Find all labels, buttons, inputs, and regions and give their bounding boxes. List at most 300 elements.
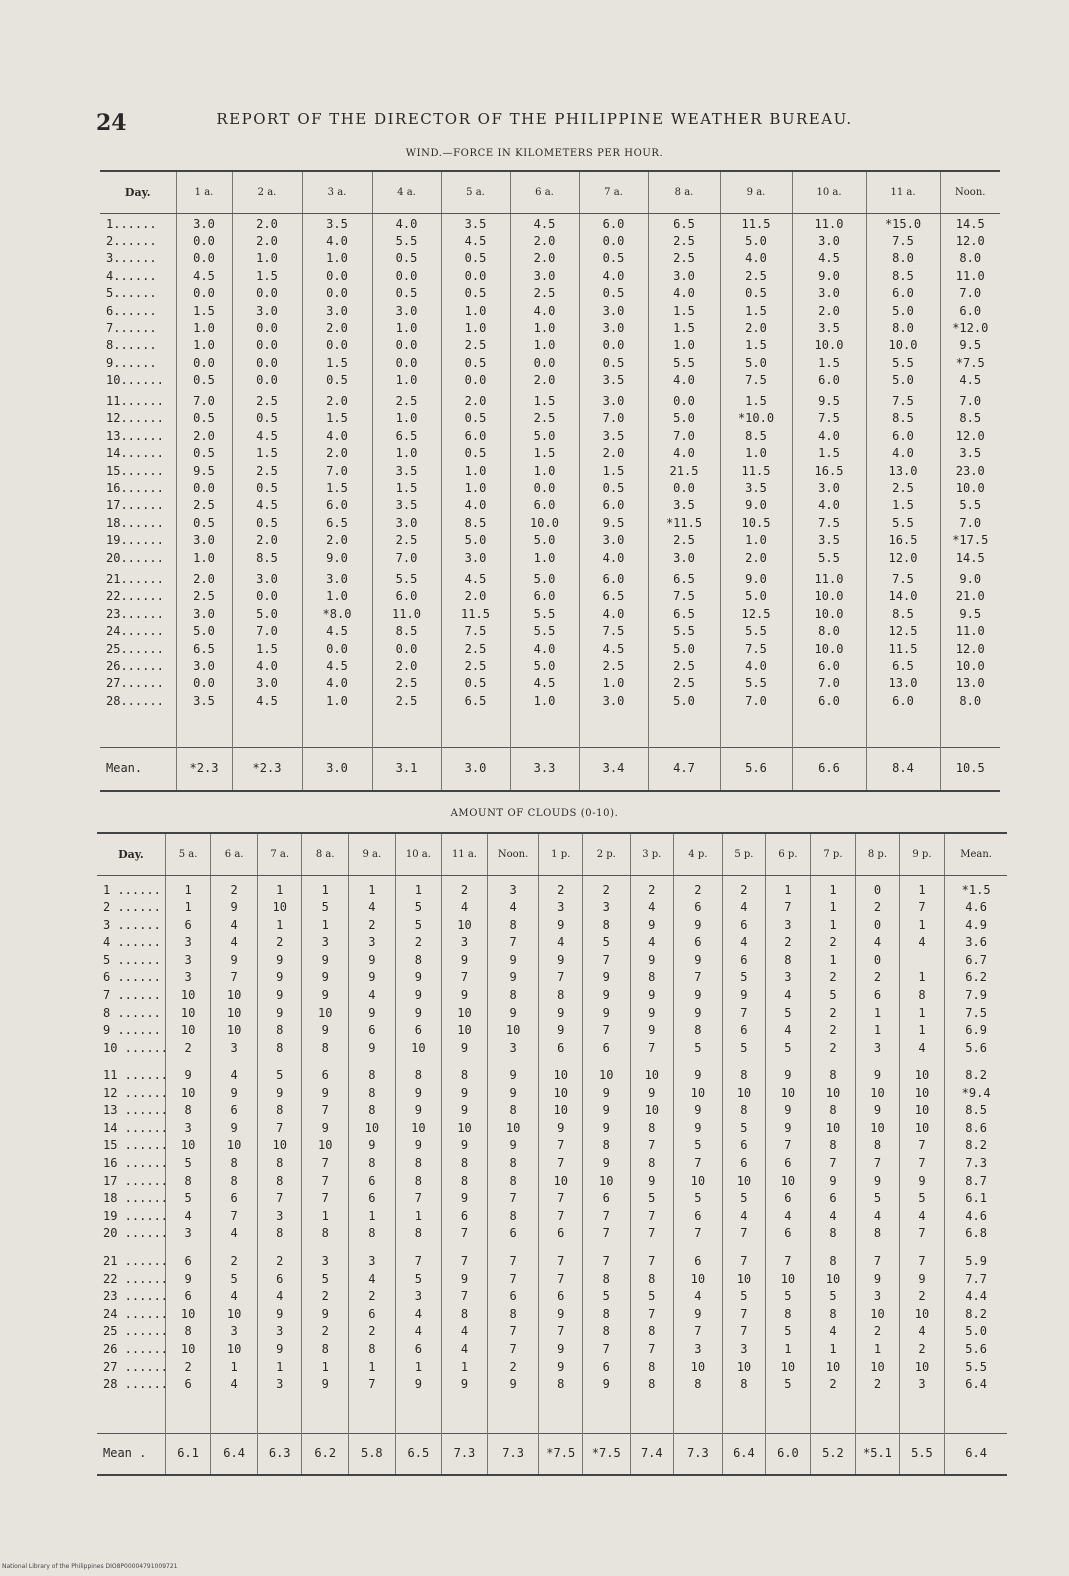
clouds-value: 1	[784, 1341, 792, 1356]
wind-value: 0.5	[193, 446, 215, 461]
clouds-value: 5	[829, 1289, 837, 1304]
wind-value: 0.5	[602, 251, 625, 266]
wind-value: 12.0	[955, 641, 985, 656]
clouds-value: 10	[226, 1138, 242, 1153]
wind-value: 6.0	[818, 693, 840, 708]
wind-value: 0.0	[395, 338, 418, 353]
wind-value: 2.5	[892, 481, 914, 496]
clouds-value: 10	[553, 1068, 568, 1082]
clouds-value: 9	[694, 952, 702, 967]
clouds-value: 8.2	[965, 1068, 987, 1082]
clouds-value-column	[856, 875, 899, 1061]
clouds-table-caption: AMOUNT OF CLOUDS (0-10).	[450, 808, 619, 819]
wind-value-column	[510, 213, 579, 391]
wind-value: 4.5	[602, 641, 625, 656]
clouds-value: 10	[553, 1103, 568, 1118]
day-label: 28......	[106, 693, 164, 708]
page-number: 24	[96, 110, 127, 136]
running-head: REPORT OF THE DIRECTOR OF THE PHILIPPINE WEATHER BUREAU.	[216, 110, 853, 128]
wind-value: 5.0	[193, 624, 215, 639]
wind-col-header: Noon.	[940, 171, 1000, 213]
wind-value: 1.0	[533, 338, 556, 353]
clouds-value: 9	[460, 1191, 469, 1206]
wind-value: 1.5	[673, 303, 695, 318]
wind-value: 7.0	[959, 515, 982, 530]
wind-value: 8.5	[395, 624, 418, 639]
clouds-value: 8	[414, 1173, 423, 1188]
wind-value: 1.0	[464, 303, 487, 318]
day-label: 23 ......	[103, 1289, 169, 1304]
wind-value: 6.0	[818, 373, 840, 388]
wind-value: 2.0	[818, 303, 840, 318]
clouds-value: 7	[648, 1306, 656, 1321]
clouds-value: 7	[460, 1254, 469, 1268]
clouds-value: 3	[873, 1040, 882, 1055]
clouds-value: 3	[873, 1289, 882, 1304]
clouds-value: 6	[694, 1208, 702, 1223]
wind-value: 1.0	[395, 373, 418, 388]
clouds-value-column	[582, 1247, 630, 1433]
wind-value: 4.0	[602, 550, 625, 565]
clouds-value: 8	[276, 1155, 284, 1170]
clouds-value: 7	[694, 1324, 702, 1339]
day-label: 12 ......	[103, 1085, 169, 1100]
wind-value-column	[866, 213, 940, 391]
clouds-value: 9	[414, 1138, 423, 1153]
wind-value: 0.5	[464, 286, 487, 301]
clouds-mean-value: 7.3	[674, 1433, 723, 1475]
clouds-value: 4	[230, 935, 238, 950]
wind-value: 0.5	[256, 515, 278, 530]
wind-value: 4.5	[256, 693, 278, 708]
wind-value-column	[302, 391, 372, 569]
clouds-value: 4	[694, 1289, 702, 1304]
wind-value-column	[302, 213, 372, 391]
wind-value: 3.0	[256, 572, 278, 586]
wind-value: 5.5	[818, 550, 840, 565]
wind-value: 4.5	[326, 624, 348, 639]
wind-value: 1.5	[256, 641, 278, 656]
clouds-value: 0	[873, 917, 882, 932]
clouds-value: 4.6	[965, 900, 987, 915]
clouds-value: 10	[457, 1005, 472, 1020]
wind-value: 1.5	[326, 355, 348, 370]
wind-value: 10.0	[814, 338, 844, 353]
clouds-value: 1	[276, 917, 284, 932]
wind-value: 3.0	[193, 659, 215, 674]
wind-mean-value: 3.4	[579, 747, 648, 791]
clouds-value: 4	[740, 1208, 748, 1223]
wind-value: 7.0	[256, 624, 278, 639]
clouds-value: 3	[276, 1208, 284, 1223]
clouds-value: 8.2	[965, 1306, 987, 1321]
clouds-value: 7.5	[965, 1005, 987, 1020]
clouds-value: 5	[694, 1040, 702, 1055]
wind-value-column	[792, 213, 866, 391]
clouds-value: 1	[918, 1005, 926, 1020]
clouds-value: 2	[829, 1023, 837, 1038]
wind-value: 3.0	[602, 693, 625, 708]
wind-value-column	[232, 391, 302, 569]
wind-day-block	[100, 391, 1000, 569]
clouds-value: 4	[648, 900, 656, 915]
clouds-value: 5.6	[965, 1341, 987, 1356]
wind-value: 3.5	[818, 533, 840, 548]
clouds-value-column	[630, 875, 673, 1061]
wind-value: 0.0	[193, 251, 215, 266]
clouds-value-column	[165, 875, 211, 1061]
clouds-header-row	[97, 833, 1007, 875]
clouds-value: 6.9	[965, 1023, 987, 1038]
clouds-value: 8	[509, 1208, 517, 1223]
clouds-mean-value: 6.4	[211, 1433, 258, 1475]
wind-value: 2.5	[193, 589, 215, 604]
clouds-mean-row	[97, 1433, 1007, 1475]
clouds-value: 8	[648, 1377, 656, 1392]
wind-value: 4.0	[326, 676, 348, 691]
clouds-value-column	[674, 1061, 723, 1247]
wind-value: 5.5	[395, 233, 418, 248]
clouds-value-column	[722, 875, 765, 1061]
clouds-value: 10	[411, 1040, 426, 1055]
wind-value-column	[940, 391, 1000, 569]
clouds-value: 7	[740, 1306, 748, 1321]
day-labels-cell	[100, 213, 176, 391]
clouds-value: 1	[321, 1359, 329, 1374]
wind-value: 2.0	[745, 550, 767, 565]
clouds-value: 1	[918, 882, 926, 897]
clouds-value: 10	[457, 1023, 472, 1038]
clouds-value: 1	[784, 882, 792, 897]
clouds-col-header: Mean.	[945, 833, 1007, 875]
clouds-value: 2	[648, 882, 656, 897]
clouds-value: 8	[602, 1271, 610, 1286]
clouds-value: 1	[368, 1359, 376, 1374]
wind-value: 5.5	[673, 624, 695, 639]
wind-value: 8.5	[464, 515, 487, 530]
clouds-value: 4.6	[965, 1208, 987, 1223]
wind-value: 5.0	[673, 641, 695, 656]
wind-value: 2.0	[193, 572, 215, 586]
clouds-value: 9	[509, 1085, 517, 1100]
clouds-value: 8	[414, 1068, 423, 1082]
clouds-value: 3	[276, 1324, 284, 1339]
day-label: 8......	[106, 338, 157, 353]
wind-value: 3.5	[959, 446, 982, 461]
clouds-value: 5	[414, 900, 423, 915]
wind-value: 11.5	[888, 641, 918, 656]
wind-col-header: 4 a.	[372, 171, 441, 213]
clouds-value: 3	[368, 1254, 376, 1268]
clouds-value: 1	[414, 882, 423, 897]
wind-value: 1.5	[745, 394, 767, 408]
clouds-value: 5	[230, 1271, 238, 1286]
day-label: 22......	[106, 589, 164, 604]
clouds-value: 3	[509, 1040, 517, 1055]
clouds-value: 8	[829, 1226, 837, 1241]
wind-value: 3.0	[818, 286, 840, 301]
clouds-value: 9	[873, 1103, 882, 1118]
clouds-value: 8	[740, 1377, 748, 1392]
clouds-value: 8	[460, 1306, 469, 1321]
clouds-day-block	[97, 1247, 1007, 1433]
clouds-mean-value: 5.5	[899, 1433, 945, 1475]
wind-value: 4.0	[533, 303, 556, 318]
clouds-value: 6	[557, 1040, 565, 1055]
clouds-value: 9	[321, 1120, 329, 1135]
clouds-value: 5	[414, 917, 423, 932]
clouds-value: 4	[918, 1040, 926, 1055]
clouds-value: 8	[460, 1173, 469, 1188]
wind-value: 6.5	[326, 515, 348, 530]
clouds-value: 10	[505, 1023, 521, 1038]
wind-value: 8.5	[892, 606, 914, 621]
clouds-day-block	[97, 1061, 1007, 1247]
wind-value: 5.0	[533, 572, 556, 586]
wind-value: 3.0	[818, 233, 840, 248]
clouds-value-column	[674, 1247, 723, 1433]
day-label: 10......	[106, 373, 164, 388]
clouds-value: 8	[648, 970, 656, 985]
clouds-value: 4.9	[965, 917, 987, 932]
wind-value: 12.0	[955, 233, 985, 248]
clouds-value: 4	[230, 1377, 238, 1392]
wind-value: 0.0	[193, 481, 215, 496]
clouds-value: 8.7	[965, 1173, 987, 1188]
clouds-value: 6	[602, 1040, 610, 1055]
wind-value: 10.5	[741, 515, 771, 530]
clouds-value: 7	[648, 1226, 656, 1241]
clouds-value: 9	[602, 1155, 610, 1170]
clouds-value: 2	[829, 1040, 837, 1055]
clouds-value: 8	[509, 1155, 517, 1170]
day-label: 14 ......	[103, 1120, 169, 1135]
clouds-value: 3	[184, 970, 192, 985]
clouds-value: 8	[368, 1155, 376, 1170]
clouds-value: 10	[825, 1120, 841, 1135]
day-labels-cell	[97, 875, 169, 1061]
clouds-value-column	[211, 1061, 258, 1247]
clouds-value: 6	[740, 1138, 748, 1153]
clouds-mean-value: 6.5	[395, 1433, 442, 1475]
clouds-value: 7	[509, 1341, 517, 1356]
clouds-value: 4	[368, 988, 376, 1003]
wind-value: 1.5	[256, 446, 278, 461]
clouds-value: 2	[829, 970, 837, 985]
wind-value: 1.0	[193, 550, 215, 565]
wind-value: 13.0	[888, 463, 918, 478]
clouds-value: 6	[740, 1023, 748, 1038]
wind-value: 2.0	[602, 446, 625, 461]
wind-value: 0.5	[395, 251, 418, 266]
clouds-value: 9	[414, 970, 423, 985]
wind-value: 3.0	[193, 533, 215, 548]
clouds-value-column	[487, 1061, 539, 1247]
clouds-value-column	[395, 1061, 442, 1247]
clouds-value: 10	[870, 1120, 885, 1135]
clouds-value: 9	[321, 970, 329, 985]
clouds-value: 6	[509, 1226, 517, 1241]
wind-value: 5.0	[745, 589, 767, 604]
clouds-value: 10	[780, 1173, 796, 1188]
clouds-value: 10	[825, 1271, 841, 1286]
clouds-value: 9	[368, 952, 376, 967]
clouds-value-column	[302, 875, 349, 1061]
wind-value: 12.0	[888, 550, 918, 565]
clouds-value: 9	[557, 1023, 565, 1038]
wind-value: 0.0	[256, 320, 278, 335]
wind-value: 6.0	[533, 589, 556, 604]
clouds-mean-value: 5.2	[810, 1433, 856, 1475]
clouds-value: 8	[557, 988, 565, 1003]
clouds-value: 9	[509, 952, 517, 967]
day-label: 28 ......	[103, 1377, 169, 1392]
clouds-value: 10	[226, 1341, 242, 1356]
clouds-value: 2	[460, 882, 469, 897]
clouds-value: 1	[368, 1208, 376, 1223]
clouds-value: 8	[509, 917, 517, 932]
wind-value: 5.0	[745, 355, 767, 370]
wind-value: 1.0	[326, 251, 348, 266]
clouds-value-column	[349, 875, 396, 1061]
clouds-value: 7	[918, 900, 926, 915]
day-label: 9......	[106, 355, 157, 370]
clouds-value: 8	[184, 1103, 192, 1118]
wind-value: 5.5	[533, 606, 556, 621]
wind-value-column	[510, 391, 579, 569]
clouds-value: 5	[276, 1068, 284, 1082]
wind-value: 1.5	[395, 481, 418, 496]
clouds-value-column	[722, 1061, 765, 1247]
clouds-value: 4	[829, 1324, 837, 1339]
wind-col-header: 8 a.	[648, 171, 720, 213]
clouds-value: 8	[602, 1324, 610, 1339]
clouds-value: 7	[602, 1023, 610, 1038]
clouds-value: 9	[557, 1341, 565, 1356]
clouds-value-column	[766, 875, 811, 1061]
clouds-value: 7	[414, 1191, 423, 1206]
clouds-value: 9	[321, 1085, 329, 1100]
clouds-value: 2	[230, 882, 238, 897]
clouds-value: 8	[784, 1306, 792, 1321]
clouds-value: 10	[690, 1271, 706, 1286]
wind-value: 1.0	[326, 693, 348, 708]
clouds-value: 7	[602, 1254, 610, 1268]
wind-mean-value: 3.0	[302, 747, 372, 791]
wind-value: 3.0	[193, 606, 215, 621]
wind-value: 3.0	[818, 481, 840, 496]
day-label: 3......	[106, 251, 157, 266]
wind-value: 3.0	[602, 320, 625, 335]
wind-value: 1.5	[673, 320, 695, 335]
clouds-value: 10	[180, 1085, 196, 1100]
day-label: 8 ......	[103, 1005, 161, 1020]
wind-value: 4.5	[326, 659, 348, 674]
wind-value: 4.0	[256, 659, 278, 674]
wind-value: 4.0	[326, 428, 348, 443]
wind-value: 6.5	[673, 606, 695, 621]
clouds-value: 8	[829, 1138, 837, 1153]
wind-value: 1.0	[533, 320, 556, 335]
clouds-value-column	[539, 875, 582, 1061]
wind-value: 3.0	[395, 303, 418, 318]
wind-mean-value: 3.0	[441, 747, 510, 791]
wind-value: 3.5	[395, 498, 418, 513]
wind-value: *11.5	[665, 515, 703, 530]
clouds-value: 8	[276, 1173, 284, 1188]
clouds-value: 8	[648, 1359, 656, 1374]
wind-value: 9.0	[745, 498, 767, 513]
clouds-value: 10	[457, 917, 472, 932]
day-label: 26......	[106, 659, 164, 674]
clouds-value: 8	[368, 1226, 376, 1241]
clouds-value-column	[165, 1061, 211, 1247]
clouds-value: 10	[736, 1085, 752, 1100]
wind-value-column	[579, 391, 648, 569]
wind-value: 0.0	[326, 338, 348, 353]
wind-col-header: 9 a.	[720, 171, 792, 213]
wind-value: 13.0	[888, 676, 918, 691]
clouds-value: 9	[602, 988, 610, 1003]
wind-value: 9.0	[326, 550, 348, 565]
clouds-value: 9	[602, 1085, 610, 1100]
wind-value: 0.0	[395, 641, 418, 656]
clouds-value: 7	[509, 1324, 517, 1339]
clouds-value: 8	[829, 1306, 837, 1321]
mean-label: Mean.	[100, 747, 176, 791]
clouds-value: 7	[602, 1208, 610, 1223]
wind-force-table	[100, 170, 1000, 792]
clouds-value: 10	[505, 1120, 521, 1135]
wind-value: 1.5	[602, 463, 625, 478]
clouds-value: 3	[368, 935, 376, 950]
clouds-value: 10	[914, 1103, 930, 1118]
wind-value: 1.0	[395, 446, 418, 461]
wind-value: 0.5	[256, 481, 278, 496]
clouds-value: 10	[180, 1306, 196, 1321]
clouds-value: 4	[918, 935, 926, 950]
clouds-body	[97, 875, 1007, 1475]
wind-value: 7.5	[818, 515, 840, 530]
clouds-value: 10	[644, 1068, 660, 1082]
library-footer: National Library of the Philippines DIO8P00004791009721	[2, 1563, 178, 1570]
wind-value: 5.0	[533, 533, 556, 548]
wind-value: 0.5	[193, 411, 215, 426]
clouds-value-column	[349, 1061, 396, 1247]
wind-value: 0.5	[602, 481, 625, 496]
wind-value: 0.5	[464, 446, 487, 461]
wind-value: 8.5	[892, 411, 914, 426]
clouds-value: 9	[230, 900, 238, 915]
clouds-value: 7	[740, 1254, 748, 1268]
clouds-value: 6	[602, 1191, 610, 1206]
clouds-value: 2	[873, 900, 882, 915]
clouds-value: 5	[602, 1289, 610, 1304]
clouds-value-column	[257, 1247, 302, 1433]
wind-value: 6.0	[602, 216, 625, 231]
wind-day-block	[100, 569, 1000, 747]
clouds-value: 8	[460, 1155, 469, 1170]
wind-value: 2.5	[673, 233, 695, 248]
wind-value: 0.5	[256, 411, 278, 426]
wind-value: 4.0	[673, 286, 695, 301]
clouds-value: 4	[918, 1324, 926, 1339]
wind-value: 11.0	[955, 624, 985, 639]
clouds-value: 9	[557, 952, 565, 967]
clouds-col-header: 5 a.	[165, 833, 211, 875]
wind-value: 3.0	[256, 676, 278, 691]
wind-col-header: Day.	[100, 171, 176, 213]
